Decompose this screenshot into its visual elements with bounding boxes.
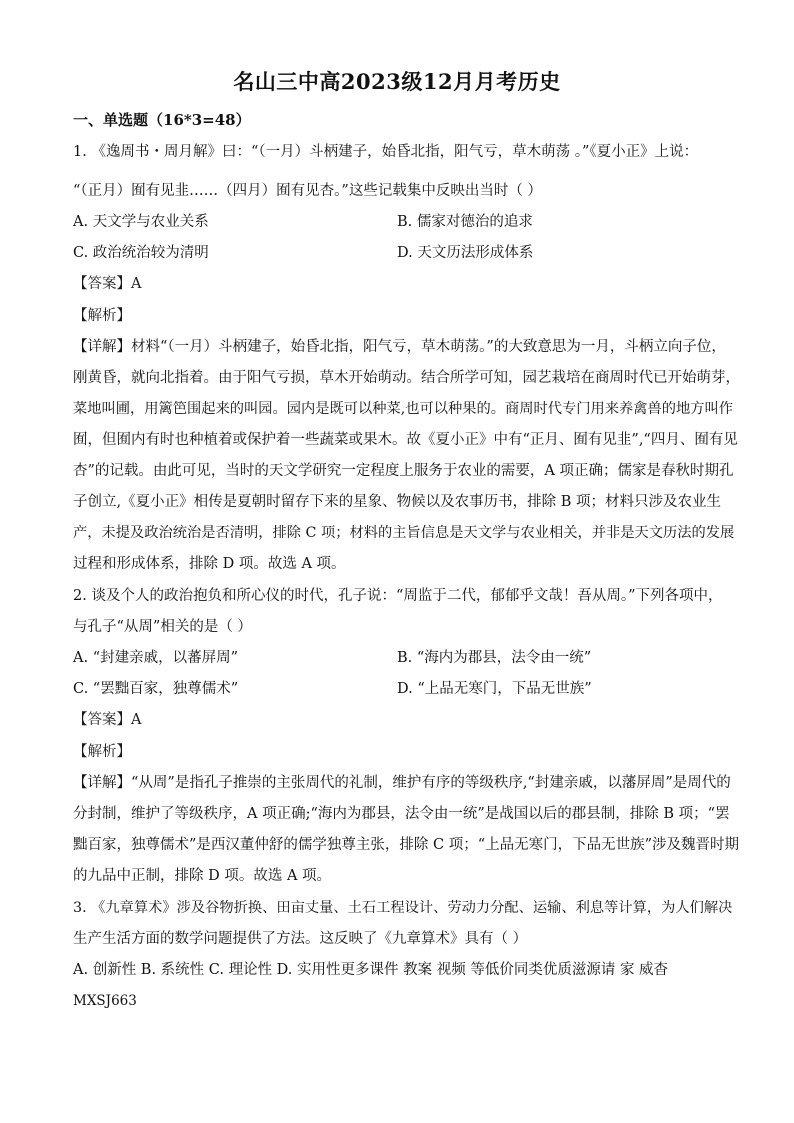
q3-stem-line2: 生产生活方面的数学问题提供了方法。这反映了《九章算术》具有（ ） <box>73 931 528 947</box>
q2-detail-line: 的九品中正制，排除 D 项。故选 A 项。 <box>73 868 332 884</box>
q2-stem-line1: 2. 谈及个人的政治抱负和所心仪的时代，孔子说：“周监于二代，郁郁乎文哉！吾从周。”下列各项中， <box>73 588 723 604</box>
q1-option-c: C. 政治统治较为清明 <box>73 245 209 261</box>
q1-detail-line: 过程和形成体系，排除 D 项。故选 A 项。 <box>73 556 346 572</box>
q1-analysis-label: 【解析】 <box>73 308 131 324</box>
q2-option-d: D. “上品无寒门，下品无世族” <box>397 681 592 697</box>
q1-option-a: A. 天文学与农业关系 <box>73 214 209 230</box>
q1-option-b: B. 儒家对德治的追求 <box>397 214 533 230</box>
q2-detail-line: 【详解】“从周”是指孔子推崇的主张周代的礼制，维护有序的等级秩序,“封建亲戚，以藩屏周”是周代的 <box>73 775 731 791</box>
q1-stem-line1: 1. 《逸周书・周月解》曰：“（一月）斗柄建子，始昏北指，阳气亏，草木萌荡 。”《夏小正》上说： <box>73 144 699 160</box>
q1-detail-line: 菜地叫圃，用篱笆围起来的叫园。园内是既可以种菜,也可以种果的。商周时代专门用来养禽兽的地方叫作 <box>73 401 734 417</box>
q2-analysis-label: 【解析】 <box>73 744 131 760</box>
q2-option-a: A. “封建亲戚，以蕃屏周” <box>73 650 239 666</box>
q3-stem-line1: 3. 《九章算术》涉及谷物折换、田亩丈量、土石工程设计、劳动力分配、运输、利息等计算，为人们解决 <box>73 900 733 916</box>
q1-option-d: D. 天文历法形成体系 <box>397 245 534 261</box>
q1-detail-line: 杏”的记载。由此可见，当时的天文学研究一定程度上服务于农业的需要，A 项正确；儒家是春秋时期孔 <box>73 463 734 479</box>
q2-option-c: C. “罢黜百家，独尊儒术” <box>73 681 239 697</box>
q2-detail-line: 分封制，维护了等级秩序，A 项正确;“海内为郡县，法令由一统”是战国以后的郡县制，排除 B 项；“罢 <box>73 806 730 822</box>
q1-detail-line: 产，未提及政治统治是否清明，排除 C 项；材料的主旨信息是天文学与农业相关，并非是天文历法的发展 <box>73 525 735 541</box>
q1-detail-line: 囿，但囿内有时也种植着或保护着一些蔬菜或果木。故《夏小正》中有“正月、囿有见韭”,“四月、囿有见 <box>73 432 738 448</box>
page-title: 名山三中高2023级12月月考历史 <box>233 69 561 94</box>
section-heading: 一、单选题（16*3=48） <box>73 111 251 129</box>
q1-answer: 【答案】A <box>73 276 142 292</box>
q3-options: A. 创新性 B. 系统性 C. 理论性 D. 实用性更多课件 教案 视频 等低价同类优质滋源请 家 威杳 <box>73 962 669 978</box>
q2-option-b: B. “海内为郡县，法令由一统” <box>397 650 592 666</box>
q2-stem-line2: 与孔子“从周”相关的是（ ） <box>73 619 252 635</box>
q1-stem-line2: “（正月）囿有见韭……（四月）囿有见杏。”这些记载集中反映出当时（ ） <box>73 183 542 199</box>
q2-answer: 【答案】A <box>73 712 142 728</box>
q1-detail-line: 子创立,《夏小正》相传是夏朝时留存下来的星象、物候以及农事历书，排除 B 项；材料只涉及农业生 <box>73 494 721 510</box>
footer-code: MXSJ663 <box>73 993 137 1009</box>
q1-detail-line: 【详解】材料“（一月）斗柄建子，始昏北指，阳气亏，草木萌荡。”的大致意思为一月，斗柄立向子位， <box>73 339 726 355</box>
q2-detail-line: 黜百家，独尊儒术”是西汉董仲舒的儒学独尊主张，排除 C 项；“上品无寒门，下品无世族”涉及魏晋时期 <box>73 837 740 853</box>
q1-detail-line: 刚黄昏，就向北指着。由于阳气亏损，草木开始萌动。结合所学可知，园艺栽培在商周时代已开始萌芽， <box>73 370 740 386</box>
